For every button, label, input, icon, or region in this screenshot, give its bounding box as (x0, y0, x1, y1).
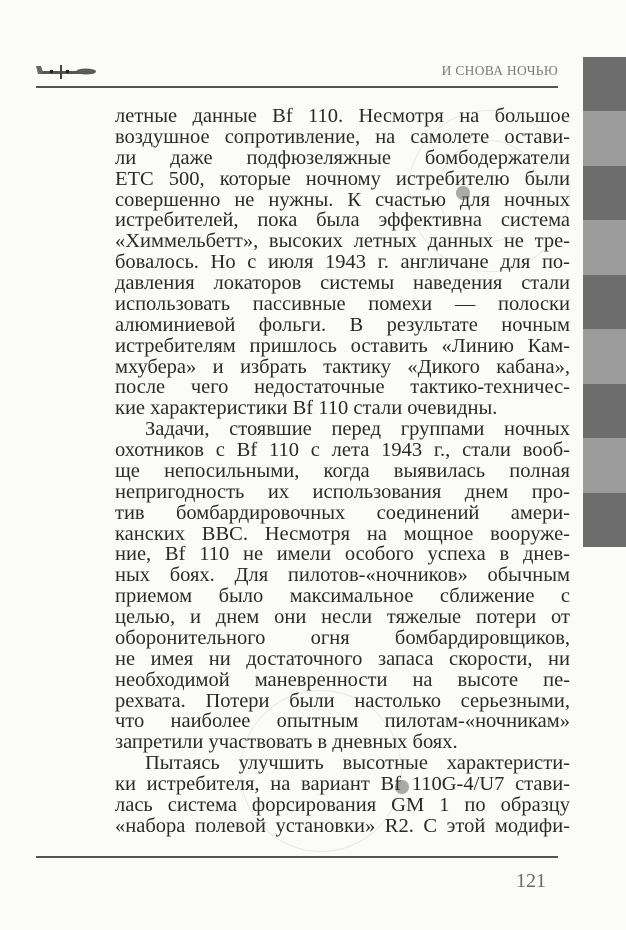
text-line: запретили участвовать в дневных боях. (115, 731, 458, 754)
text-line: кие характеристики Bf 110 стали очевидны. (115, 397, 498, 420)
text-line: после чего недостаточные тактико-техничес- (115, 376, 570, 399)
text-line: воздушное сопротивление, на самолете остави- (115, 125, 570, 148)
text-line: рехвата. Потери были настолько серьезными, (115, 689, 570, 712)
text-line: что наиболее опытным пилотам-«ночникам» (115, 710, 570, 733)
text-line: «набора полевой установки» R2. С этой модифи- (115, 814, 570, 837)
text-line: бовалось. Но с июля 1943 г. англичане для по- (115, 251, 570, 274)
text-line: ки истребителя, на вариант Bf 110G-4/U7 стави- (115, 773, 570, 795)
text-line: Пытаясь улучшить высотные характеристи- (145, 752, 570, 775)
text-line: необходимой маневренности на высоте пе- (115, 668, 570, 691)
text-line: ных боях. Для пилотов-«ночников» обычным (115, 564, 570, 587)
text-line: приемом было максимальное сближение с (115, 585, 570, 608)
text-line: лась система форсирования GM 1 по образцу (115, 793, 570, 816)
text-line: истребителям пришлось оставить «Линию Кам- (115, 334, 570, 357)
text-line: оборонительного огня бомбардировщиков, (115, 626, 570, 649)
body-text (115, 106, 570, 837)
text-line: летные данные Bf 110. Несмотря на большое (115, 105, 570, 127)
text-line: не имея ни достаточного запаса скорости, ни (115, 647, 570, 670)
text-line: ние, Bf 110 не имели особого успеха в днев- (115, 543, 570, 566)
text-line: непригодность их использования днем про- (115, 480, 570, 503)
footer-rule (36, 856, 558, 858)
text-line: истребителей, пока была эффективна система (115, 209, 570, 232)
header-rule (36, 86, 558, 88)
running-title: И СНОВА НОЧЬЮ (441, 63, 558, 78)
airplane-icon (36, 62, 98, 80)
text-line: ще непосильными, когда выявилась полная (115, 459, 570, 482)
text-line: охотников с Bf 110 с лета 1943 г., стали вооб- (115, 439, 570, 461)
text-line: «Химмельбетт», высоких летных данных не тре- (115, 230, 570, 253)
text-line: мхубера» и избрать тактику «Дикого кабана», (115, 355, 570, 378)
text-line: использовать пассивные помехи — полоски (115, 292, 570, 315)
text-line: ETC 500, которые ночному истребителю были (115, 167, 570, 190)
text-line: алюминиевой фольги. В результате ночным (115, 313, 570, 336)
text-line: ли даже подфюзеляжные бомбодержатели (115, 146, 570, 169)
text-line: совершенно не нужны. К счастью для ночных (115, 188, 570, 211)
text-line: целью, и днем они несли тяжелые потери от (115, 606, 570, 628)
text-line: давления локаторов системы наведения стали (115, 272, 570, 294)
text-line: канских ВВС. Несмотря на мощное вооруже- (115, 522, 570, 545)
text-line: Задачи, стоявшие перед группами ночных (145, 418, 570, 441)
thumb-index-strip (583, 57, 626, 547)
text-line: тив бомбардировочных соединений амери- (115, 501, 570, 524)
page-number: 121 (516, 870, 546, 892)
